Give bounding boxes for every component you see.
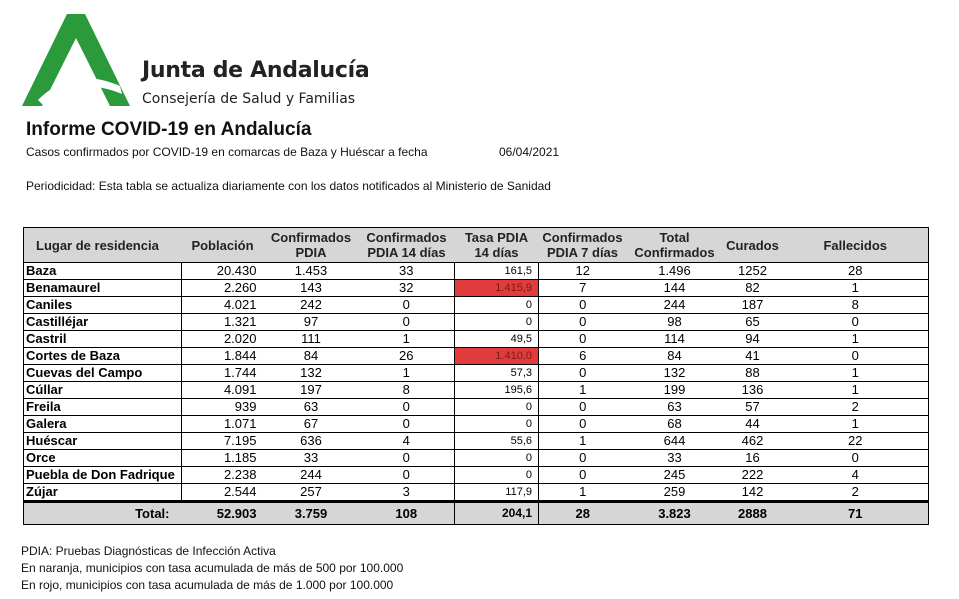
cell-fallecidos: 1 xyxy=(783,280,929,297)
cell-total: 33 xyxy=(627,450,723,467)
cell-tasa: 0 xyxy=(455,399,539,416)
cell-total: 132 xyxy=(627,365,723,382)
cell-tasa: 195,6 xyxy=(455,382,539,399)
cell-pdia: 636 xyxy=(264,433,359,450)
cell-pdia14: 33 xyxy=(359,263,455,280)
cell-tasa: 0 xyxy=(455,467,539,484)
cell-pdia14: 1 xyxy=(359,365,455,382)
cell-curados: 88 xyxy=(723,365,783,382)
cell-lugar: Cortes de Baza xyxy=(24,348,182,365)
cell-lugar: Freila xyxy=(24,399,182,416)
cell-fallecidos: 1 xyxy=(783,331,929,348)
table-row xyxy=(24,484,929,502)
cell-tasa: 0 xyxy=(455,416,539,433)
table-row xyxy=(24,399,929,416)
cell-tasa: 1.415,9 xyxy=(455,280,539,297)
column-header-line: Fallecidos xyxy=(823,237,888,253)
table-row xyxy=(24,450,929,467)
cell-fallecidos: 2 xyxy=(783,399,929,416)
cell-pdia7: 0 xyxy=(539,467,627,484)
cell-total: 98 xyxy=(627,314,723,331)
cell-tasa: 117,9 xyxy=(455,484,539,502)
cell-pdia: 143 xyxy=(264,280,359,297)
table-row xyxy=(24,297,929,314)
cell-lugar: Castilléjar xyxy=(24,314,182,331)
table-row xyxy=(24,433,929,450)
cell-tasa: 55,6 xyxy=(455,433,539,450)
cell-curados: 16 xyxy=(723,450,783,467)
cell-total: 199 xyxy=(627,382,723,399)
table-row xyxy=(24,365,929,382)
cell-tasa: 0 xyxy=(455,314,539,331)
cell-pdia14: 0 xyxy=(359,416,455,433)
cell-curados: 187 xyxy=(723,297,783,314)
report-date: 06/04/2021 xyxy=(499,145,560,159)
total-row xyxy=(24,502,929,525)
column-header xyxy=(723,228,783,263)
cell-tasa: 0 xyxy=(455,450,539,467)
total-tasa: 204,1 xyxy=(455,502,539,525)
table-row xyxy=(24,416,929,433)
cell-pdia14: 4 xyxy=(359,433,455,450)
cell-pdia: 132 xyxy=(264,365,359,382)
org-name: Junta de Andalucía xyxy=(142,58,370,83)
column-header xyxy=(182,228,264,263)
cell-pdia7: 0 xyxy=(539,314,627,331)
total-label: Total: xyxy=(24,502,182,525)
cell-lugar: Huéscar xyxy=(24,433,182,450)
cell-lugar: Cuevas del Campo xyxy=(24,365,182,382)
cell-lugar: Zújar xyxy=(24,484,182,502)
cell-fallecidos: 2 xyxy=(783,484,929,502)
cell-pdia7: 7 xyxy=(539,280,627,297)
cell-pdia7: 0 xyxy=(539,399,627,416)
table-row xyxy=(24,467,929,484)
column-header-line: Confirmados xyxy=(270,230,352,245)
column-header-line: Confirmados xyxy=(542,230,623,245)
table-row xyxy=(24,348,929,365)
column-header-line: PDIA 7 días xyxy=(546,245,619,260)
cell-pdia7: 0 xyxy=(539,416,627,433)
cell-poblacion: 1.071 xyxy=(182,416,264,433)
column-header xyxy=(264,228,359,263)
cell-curados: 142 xyxy=(723,484,783,502)
cell-pdia7: 1 xyxy=(539,484,627,502)
cell-curados: 57 xyxy=(723,399,783,416)
cell-pdia14: 32 xyxy=(359,280,455,297)
cell-poblacion: 4.091 xyxy=(182,382,264,399)
cell-fallecidos: 0 xyxy=(783,314,929,331)
cell-fallecidos: 1 xyxy=(783,416,929,433)
footnote-red: En rojo, municipios con tasa acumulada de más de 1.000 por 100.000 xyxy=(21,578,394,592)
total-poblacion: 52.903 xyxy=(182,502,264,525)
cell-total: 644 xyxy=(627,433,723,450)
cell-fallecidos: 0 xyxy=(783,348,929,365)
cell-curados: 65 xyxy=(723,314,783,331)
footnote-orange: En naranja, municipios con tasa acumulada de más de 500 por 100.000 xyxy=(21,561,404,575)
cell-total: 63 xyxy=(627,399,723,416)
cell-total: 245 xyxy=(627,467,723,484)
column-header xyxy=(783,228,929,263)
org-subtitle: Consejería de Salud y Familias xyxy=(142,91,356,107)
cell-lugar: Baza xyxy=(24,263,182,280)
footnotes xyxy=(21,543,403,594)
cell-pdia: 84 xyxy=(264,348,359,365)
cell-pdia: 1.453 xyxy=(264,263,359,280)
cell-pdia: 33 xyxy=(264,450,359,467)
table-row xyxy=(24,314,929,331)
cell-total: 84 xyxy=(627,348,723,365)
column-header-line: 14 días xyxy=(474,245,519,260)
cell-pdia7: 0 xyxy=(539,365,627,382)
cell-poblacion: 1.744 xyxy=(182,365,264,382)
footnote-pdia: PDIA: Pruebas Diagnósticas de Infección Activa xyxy=(21,544,276,558)
cell-pdia: 257 xyxy=(264,484,359,502)
cell-lugar: Caniles xyxy=(24,297,182,314)
column-header-line: Lugar de residencia xyxy=(36,237,159,253)
cell-fallecidos: 28 xyxy=(783,263,929,280)
cell-pdia14: 0 xyxy=(359,467,455,484)
cell-poblacion: 4.021 xyxy=(182,297,264,314)
cell-pdia7: 0 xyxy=(539,331,627,348)
cell-curados: 44 xyxy=(723,416,783,433)
cell-total: 1.496 xyxy=(627,263,723,280)
column-header xyxy=(539,228,627,263)
column-header-line: Población xyxy=(191,237,254,253)
cell-poblacion: 939 xyxy=(182,399,264,416)
junta-andalucia-logo-icon xyxy=(22,14,130,106)
cell-pdia14: 26 xyxy=(359,348,455,365)
total-total: 3.823 xyxy=(627,502,723,525)
cell-total: 114 xyxy=(627,331,723,348)
cell-pdia: 63 xyxy=(264,399,359,416)
cell-curados: 94 xyxy=(723,331,783,348)
table-row xyxy=(24,263,929,280)
cell-lugar: Puebla de Don Fadrique xyxy=(24,467,182,484)
column-header xyxy=(24,228,182,263)
cell-pdia7: 6 xyxy=(539,348,627,365)
cell-lugar: Benamaurel xyxy=(24,280,182,297)
report-subtitle: Casos confirmados por COVID-19 en comarcas de Baza y Huéscar a fecha xyxy=(26,145,428,159)
cell-curados: 222 xyxy=(723,467,783,484)
cell-pdia: 244 xyxy=(264,467,359,484)
cell-pdia14: 0 xyxy=(359,297,455,314)
table-row xyxy=(24,280,929,297)
cell-pdia14: 8 xyxy=(359,382,455,399)
cell-tasa: 57,3 xyxy=(455,365,539,382)
table-header-row xyxy=(24,228,929,263)
total-fallecidos: 71 xyxy=(783,502,929,525)
column-header xyxy=(455,228,539,263)
column-header-line: Total xyxy=(659,230,690,245)
table-row xyxy=(24,382,929,399)
cell-curados: 462 xyxy=(723,433,783,450)
cell-curados: 136 xyxy=(723,382,783,399)
cell-total: 68 xyxy=(627,416,723,433)
cell-fallecidos: 22 xyxy=(783,433,929,450)
cell-total: 259 xyxy=(627,484,723,502)
cell-tasa: 0 xyxy=(455,297,539,314)
cell-pdia14: 0 xyxy=(359,314,455,331)
cell-fallecidos: 4 xyxy=(783,467,929,484)
cell-pdia7: 1 xyxy=(539,382,627,399)
column-header-line: Curados xyxy=(726,237,779,253)
cell-pdia: 111 xyxy=(264,331,359,348)
cell-lugar: Castril xyxy=(24,331,182,348)
cell-pdia: 242 xyxy=(264,297,359,314)
cell-pdia14: 3 xyxy=(359,484,455,502)
cell-pdia: 197 xyxy=(264,382,359,399)
cell-lugar: Orce xyxy=(24,450,182,467)
cell-lugar: Galera xyxy=(24,416,182,433)
cell-pdia7: 0 xyxy=(539,450,627,467)
cell-poblacion: 7.195 xyxy=(182,433,264,450)
cell-curados: 41 xyxy=(723,348,783,365)
total-curados: 2888 xyxy=(723,502,783,525)
column-header-line: Confirmados xyxy=(366,230,447,245)
cell-poblacion: 1.844 xyxy=(182,348,264,365)
report-title: Informe COVID-19 en Andalucía xyxy=(26,119,312,140)
column-header xyxy=(627,228,723,263)
cell-curados: 82 xyxy=(723,280,783,297)
cell-tasa: 49,5 xyxy=(455,331,539,348)
cell-poblacion: 2.260 xyxy=(182,280,264,297)
cell-poblacion: 2.020 xyxy=(182,331,264,348)
column-header-line: Confirmados xyxy=(634,245,715,260)
cell-poblacion: 2.544 xyxy=(182,484,264,502)
cell-pdia7: 0 xyxy=(539,297,627,314)
table-row xyxy=(24,331,929,348)
cell-poblacion: 2.238 xyxy=(182,467,264,484)
column-header-line: PDIA 14 días xyxy=(367,245,446,260)
total-pdia14: 108 xyxy=(359,502,455,525)
covid-data-table xyxy=(23,227,929,525)
cell-poblacion: 20.430 xyxy=(182,263,264,280)
cell-pdia: 67 xyxy=(264,416,359,433)
cell-curados: 1252 xyxy=(723,263,783,280)
cell-fallecidos: 0 xyxy=(783,450,929,467)
cell-pdia14: 0 xyxy=(359,399,455,416)
cell-tasa: 1.410,0 xyxy=(455,348,539,365)
cell-pdia: 97 xyxy=(264,314,359,331)
cell-fallecidos: 1 xyxy=(783,382,929,399)
cell-pdia7: 12 xyxy=(539,263,627,280)
periodicity-note: Periodicidad: Esta tabla se actualiza diariamente con los datos notificados al Ministerio de Sanidad xyxy=(26,179,551,193)
cell-lugar: Cúllar xyxy=(24,382,182,399)
cell-pdia14: 1 xyxy=(359,331,455,348)
cell-poblacion: 1.321 xyxy=(182,314,264,331)
cell-total: 244 xyxy=(627,297,723,314)
total-pdia7: 28 xyxy=(539,502,627,525)
column-header-line: PDIA xyxy=(295,245,327,260)
cell-fallecidos: 8 xyxy=(783,297,929,314)
cell-poblacion: 1.185 xyxy=(182,450,264,467)
cell-pdia7: 1 xyxy=(539,433,627,450)
cell-fallecidos: 1 xyxy=(783,365,929,382)
cell-pdia14: 0 xyxy=(359,450,455,467)
column-header xyxy=(359,228,455,263)
column-header-line: Tasa PDIA xyxy=(464,230,529,245)
total-pdia: 3.759 xyxy=(264,502,359,525)
cell-tasa: 161,5 xyxy=(455,263,539,280)
cell-total: 144 xyxy=(627,280,723,297)
